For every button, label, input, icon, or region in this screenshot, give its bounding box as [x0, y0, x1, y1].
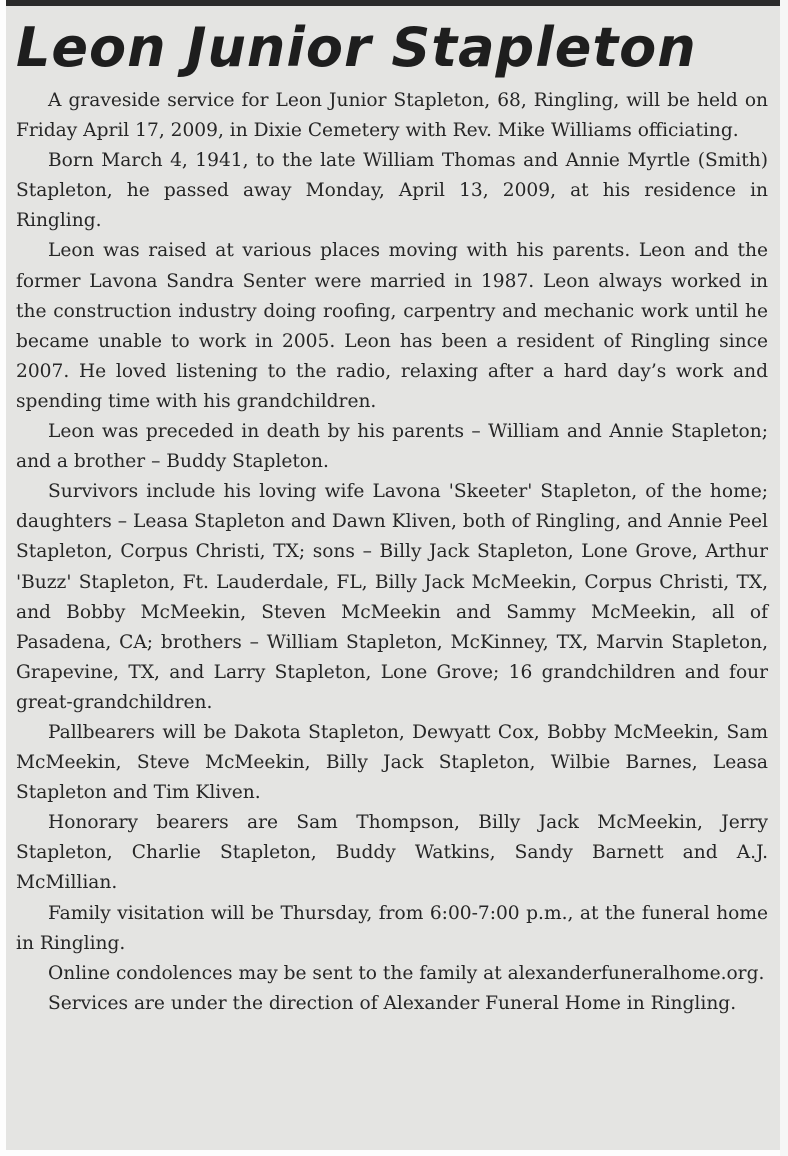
obituary-headline: Leon Junior Stapleton	[16, 16, 697, 79]
scan-edge	[780, 0, 788, 1156]
paragraph-service: A graveside service for Leon Junior Stapleton, 68, Ringling, will be held on Friday April 17, 2009, in Dixie Cemetery with Rev. Mike Williams officiating.	[16, 90, 768, 142]
paragraph-condolences: Online condolences may be sent to the family at alexanderfuneralhome.org.	[48, 962, 765, 984]
paragraph-visitation: Family visitation will be Thursday, from 6:00-7:00 p.m., at the funeral home in Ringling.	[16, 902, 768, 954]
paragraph-honorary-bearers: Honorary bearers are Sam Thompson, Billy Jack McMeekin, Jerry Stapleton, Charlie Stapleton, Buddy Watkins, Sandy Barnett and A.J. McMillian.	[16, 812, 768, 894]
paragraph-birth-death: Born March 4, 1941, to the late William Thomas and Annie Myrtle (Smith) Stapleton, he passed away Monday, April 13, 2009, at his residence in Ringling.	[16, 150, 768, 232]
paragraph-preceded: Leon was preceded in death by his parents – William and Annie Stapleton; and a brother – Buddy Stapleton.	[16, 421, 768, 473]
paragraph-services-direction: Services are under the direction of Alexander Funeral Home in Ringling.	[48, 992, 737, 1014]
newspaper-clipping	[6, 0, 780, 1150]
paragraph-life: Leon was raised at various places moving with his parents. Leon and the former Lavona Sandra Senter were married in 1987. Leon always worked in the construction industry doing roofing, carpentry and mechanic work until he became unable to work in 2005. Leon has been a resident of Ringling since 2007. He loved listening to the radio, relaxing after a hard day’s work and spending time with his grandchildren.	[16, 240, 768, 412]
paragraph-pallbearers: Pallbearers will be Dakota Stapleton, Dewyatt Cox, Bobby McMeekin, Sam McMeekin, Steve McMeekin, Billy Jack Stapleton, Wilbie Barnes, Leasa Stapleton and Tim Kliven.	[16, 721, 768, 804]
obituary-body	[16, 86, 768, 1019]
paragraph-survivors: Survivors include his loving wife Lavona 'Skeeter' Stapleton, of the home; daughters – Leasa Stapleton and Dawn Kliven, both of Ringling, and Annie Peel Stapleton, Corpus Christi, TX; sons – Billy Jack Stapleton, Lone Grove, Arthur 'Buzz' Stapleton, Ft. Lauderdale, FL, Billy Jack McMeekin, Corpus Christi, TX, and Bobby McMeekin, Steven McMeekin and Sammy McMeekin, all of Pasadena, CA; brothers – William Stapleton, McKinney, TX, Marvin Stapleton, Grapevine, TX, and Larry Stapleton, Lone Grove; 16 grandchildren and four great-grandchildren.	[16, 481, 768, 713]
